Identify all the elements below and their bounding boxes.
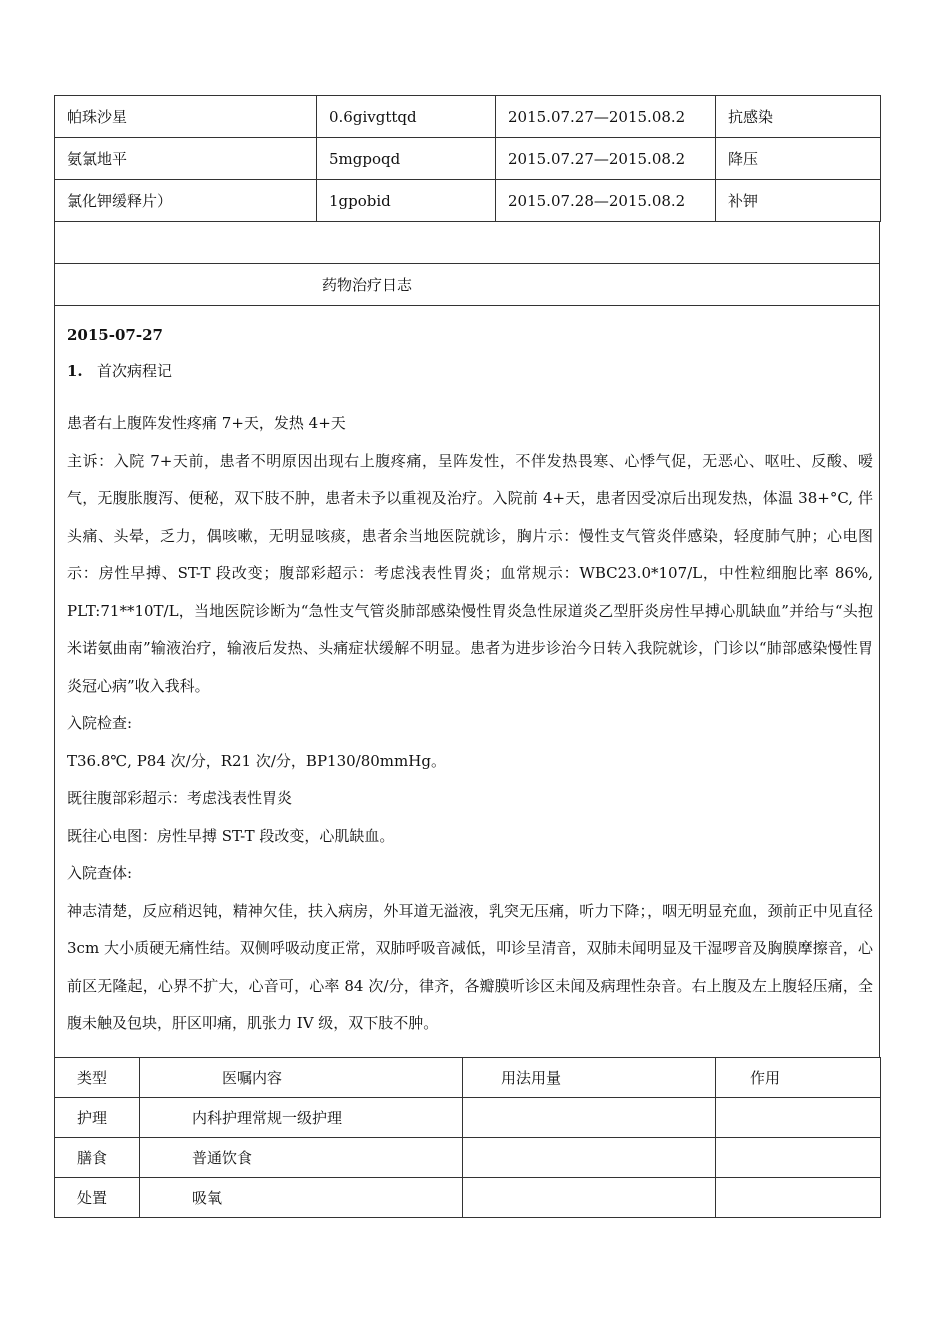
note-date: 2015-07-27 <box>67 326 163 344</box>
table-row <box>55 1097 881 1137</box>
column-header: 医嘱内容 <box>140 1057 463 1097</box>
drug-dose: 1gpobid <box>317 180 496 222</box>
orders-header-row <box>55 1057 881 1097</box>
progress-note <box>55 306 880 1058</box>
note-line: 入院检查: <box>67 714 133 732</box>
order-purpose <box>716 1137 881 1177</box>
drug-purpose: 补钾 <box>716 180 881 222</box>
document-frame <box>54 95 880 1218</box>
order-type: 护理 <box>55 1097 140 1137</box>
drug-period: 2015.07.27—2015.08.2 <box>496 96 716 138</box>
drug-name: 帕珠沙星 <box>55 96 317 138</box>
note-line: 既往心电图：房性早搏 ST-T 段改变，心肌缺血。 <box>67 826 395 845</box>
note-line: 患者右上腹阵发性疼痛 7+天，发热 4+天 <box>67 414 346 432</box>
order-dosage <box>463 1097 716 1137</box>
drug-row <box>55 138 881 180</box>
order-purpose <box>716 1177 881 1217</box>
blank-row <box>55 222 880 264</box>
order-purpose <box>716 1097 881 1137</box>
drug-dose: 0.6givgttqd <box>317 96 496 138</box>
column-header: 类型 <box>55 1057 140 1097</box>
column-header: 用法用量 <box>463 1057 716 1097</box>
section-title: 首次病程记 <box>97 362 173 380</box>
order-content: 内科护理常规一级护理 <box>140 1097 463 1137</box>
order-type: 膳食 <box>55 1137 140 1177</box>
section-number: 1. <box>67 362 83 380</box>
order-dosage <box>463 1177 716 1217</box>
drug-row <box>55 96 881 138</box>
drug-dose: 5mgpoqd <box>317 138 496 180</box>
order-content: 普通饮食 <box>140 1137 463 1177</box>
note-line: 既往腹部彩超示：考虑浅表性胃炎 <box>67 789 293 807</box>
drug-name: 氨氯地平 <box>55 138 317 180</box>
section-heading <box>67 359 873 383</box>
drug-table <box>54 95 881 222</box>
vital-signs: T36.8℃, P84 次/分，R21 次/分，BP130/80mmHg。 <box>67 751 446 770</box>
log-title: 药物治疗日志 <box>322 276 413 294</box>
drug-period: 2015.07.27—2015.08.2 <box>496 138 716 180</box>
order-content: 吸氧 <box>140 1177 463 1217</box>
drug-purpose: 抗感染 <box>716 96 881 138</box>
drug-name: 氯化钾缓释片） <box>55 180 317 222</box>
physical-exam: 神志清楚，反应稍迟钝，精神欠佳，扶入病房，外耳道无溢液，乳突无压痛，听力下降；，咽无明显充血，颈前正中见直径 3cm 大小质硬无痛性结。双侧呼吸动度正常，双肺呼吸音减低，叩诊呈清音，双肺未闻明显及干湿啰音及胸膜摩擦音，心前区无隆起，心界不扩大，心音可，心率 84 次/分，律齐，各瓣膜听诊区未闻及病理性杂音。右上腹及左上腹轻压痛，全腹未触及包块，肝区叩痛，肌张力 IV 级，双下肢不肿。 <box>67 901 873 1032</box>
table-row <box>55 1177 881 1217</box>
drug-purpose: 降压 <box>716 138 881 180</box>
note-line: 入院查体: <box>67 864 133 882</box>
order-dosage <box>463 1137 716 1177</box>
orders-table <box>54 1057 881 1218</box>
log-title-row <box>55 264 880 306</box>
drug-row <box>55 180 881 222</box>
order-type: 处置 <box>55 1177 140 1217</box>
table-row <box>55 1137 881 1177</box>
chief-complaint: 主诉：入院 7+天前，患者不明原因出现右上腹疼痛，呈阵发性，不伴发热畏寒、心悸气促，无恶心、呕吐、反酸、嗳气，无腹胀腹泻、便秘，双下肢不肿，患者未予以重视及治疗。入院前 4+天，患者因受凉后出现发热，体温 38+°C, 伴头痛、头晕，乏力，偶咳嗽，无明显咳痰，患者余当地医院就诊，胸片示：慢性支气管炎伴感染，轻度肺气肿；心电图示：房性早搏、ST-T 段改变；腹部彩超示：考虑浅表性胃炎；血常规示：WBC23.0*107/L，中性粒细胞比率 86%, PLT:71**10T/L，当地医院诊断为“急性支气管炎肺部感染慢性胃炎急性尿道炎乙型肝炎房性早搏心肌缺血”并给与“头抱米诺氨曲南”输液治疗，输液后发热、头痛症状缓解不明显。患者为进步诊治今日转入我院就诊，门诊以“肺部感染慢性胃炎冠心病”收入我科。 <box>67 451 873 695</box>
progress-note-row <box>55 306 880 1058</box>
log-table <box>54 221 880 1058</box>
drug-period: 2015.07.28—2015.08.2 <box>496 180 716 222</box>
column-header: 作用 <box>716 1057 881 1097</box>
